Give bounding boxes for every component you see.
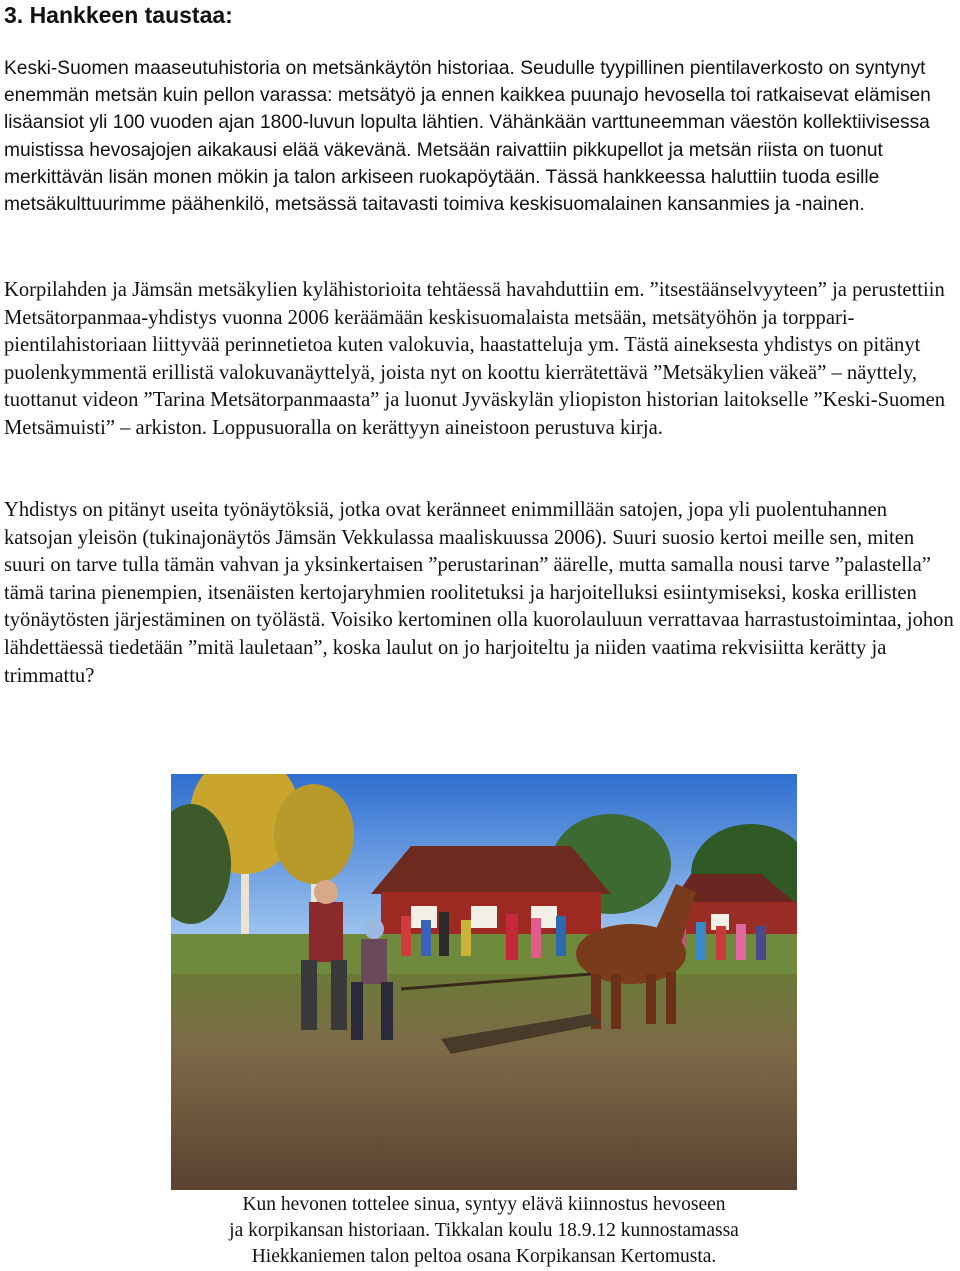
- caption-line: Kun hevonen tottelee sinua, syntyy elävä kiinnostus hevoseen: [242, 1194, 726, 1215]
- field: [171, 974, 797, 1190]
- paragraph-background: Keski-Suomen maaseutuhistoria on metsänkäytön historiaa. Seudulle tyypillinen pientilaverkosto on syntynyt enemmän metsän kuin pellon varassa: metsätyö ja ennen kaikkea puunajo hevosella toi ratkaisevat elämisen lisäansiot yli 100 vuoden ajan 1800-luvun lopulta lähtien. Vähänkään varttuneemman väestön kollektiivisessa muistissa hevosajojen aikakausi elää väkevänä. Metsään raivattiin pikkupellot ja metsän riista on tuonut merkittävän lisän monen mökin ja talon arkiseen ruokapöytään. Tässä hankkeessa haluttiin tuoda esille metsäkulttuurimme päähenkilö, metsässä taitavasti toimiva keskisuomalainen kansanmies ja -nainen.: [4, 58, 931, 216]
- photo-caption: [140, 1192, 828, 1270]
- caption-line: Hiekkaniemen talon peltoa osana Korpikansan Kertomusta.: [251, 1246, 717, 1267]
- section-heading: 3. Hankkeen taustaa:: [4, 2, 233, 28]
- caption-line: ja korpikansan historiaan. Tikkalan koulu 18.9.12 kunnostamassa: [229, 1220, 739, 1241]
- paragraph-association: Korpilahden ja Jämsän metsäkylien kylähistorioita tehtäessä havahduttiin em. ”itsestäänselvyyteen” ja perustettiin Metsätorpanmaa-yhdistys vuonna 2006 keräämään keskisuomalaista metsään, metsätyöhön ja torppari-pientilahistoriaan liittyvää perinnetietoa kuten valokuvia, haastatteluja ym. Tästä aineksesta yhdistys on pitänyt puolenkymmentä erillistä valokuvanäyttelyä, joista nyt on koottu kierrätettävä ”Metsäkylien väkeä” – näyttely, tuottanut videon ”Tarina Metsätorpanmaasta” ja luonut Jyväskylän yliopiston historian laitokselle ”Keski-Suomen Metsämuisti” – arkiston. Loppusuoralla on kerättyyn aineistoon perustuva kirja.: [4, 279, 946, 439]
- paragraph-demonstrations: Yhdistys on pitänyt useita työnäytöksiä, jotka ovat keränneet enimmillään satojen, jopa yli puolentuhannen katsojan yleisön (tukinajonäytös Jämsän Vekkulassa maaliskuussa 2006). Suuri suosio kertoi meille sen, miten suuri on tarve tulla tämän vahvan ja yksinkertaisen ”perustarinan” äärelle, mutta samalla nousi tarve ”palastella” tämä tarina pienempien, itsenäisten kertojaryhmien roolitetuksi ja harjoitelluksi esiintymiseksi, koska erillisten työnäytösten järjestäminen on työlästä. Voisiko kertominen olla kuorolauluun verrattavaa harrastustoimintaa, johon lähdettäessä tiedetään ”mitä lauletaan”, koska laulut on jo harjoiteltu ja niiden vaatima rekvisiitta kerätty ja trimmattu?: [4, 499, 954, 687]
- ploughing-photo: [171, 774, 797, 1190]
